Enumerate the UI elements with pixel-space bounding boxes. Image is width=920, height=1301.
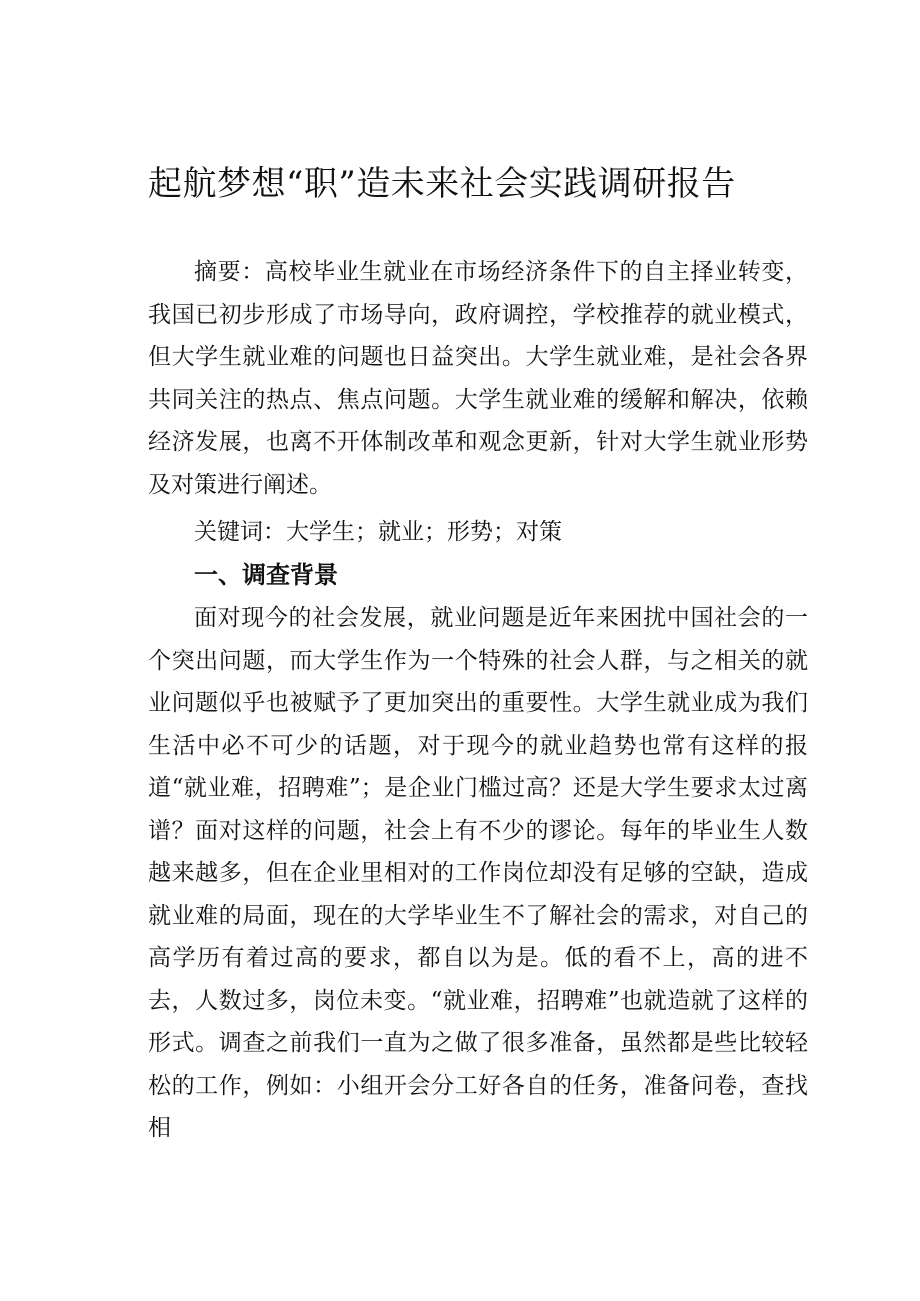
keywords-line: 关键词：大学生；就业；形势；对策	[194, 519, 562, 545]
document-title: 起航梦想“职”造未来社会实践调研报告	[148, 164, 736, 204]
section-body-paragraph: 面对现今的社会发展，就业问题是近年来困扰中国社会的一个突出问题，而大学生作为一个特殊的社会人群，与之相关的就业问题似乎也被赋予了更加突出的重要性。大学生就业成为我们生活中必不可少的话题，对于现今的就业趋势也常有这样的报道“就业难，招聘难”；是企业门槛过高？还是大学生要求太过离谱？面对这样的问题，社会上有不少的谬论。每年的毕业生人数越来越多，但在企业里相对的工作岗位却没有足够的空缺，造成就业难的局面，现在的大学毕业生不了解社会的需求，对自己的高学历有着过高的要求，都自以为是。低的看不上，高的进不去，人数过多，岗位未变。“就业难，招聘难”也就造就了这样的形式。调查之前我们一直为之做了很多准备，虽然都是些比较轻松的工作，例如：小组开会分工好各自的任务，准备问卷，查找相	[148, 605, 808, 1141]
section-heading-background: 一、调查背景	[194, 561, 338, 589]
abstract-paragraph: 摘要：高校毕业生就业在市场经济条件下的自主择业转变，我国已初步形成了市场导向，政府调控，学校推荐的就业模式，但大学生就业难的问题也日益突出。大学生就业难，是社会各界共同关注的热点、焦点问题。大学生就业难的缓解和解决，依赖经济发展，也离不开体制改革和观念更新，针对大学生就业形势及对策进行阐述。	[148, 259, 808, 498]
